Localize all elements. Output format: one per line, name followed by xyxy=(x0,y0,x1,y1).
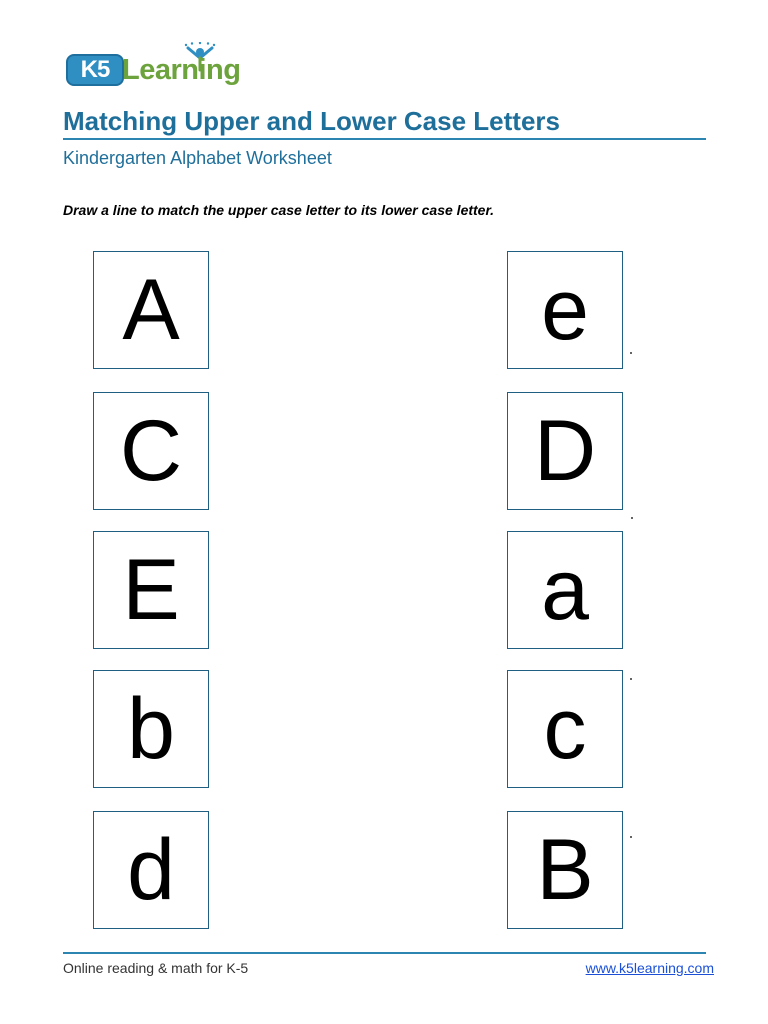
k5-badge xyxy=(66,54,124,86)
footer-website-link[interactable]: www.k5learning.com xyxy=(585,960,714,976)
logo-wordmark: Learning xyxy=(122,54,241,86)
right-letter-card[interactable] xyxy=(507,531,623,649)
scan-speck xyxy=(631,517,633,519)
letter: D xyxy=(533,403,597,499)
letter: e xyxy=(541,262,589,358)
worksheet-title: Matching Upper and Lower Case Letters xyxy=(63,106,560,136)
letter: B xyxy=(536,822,594,918)
right-letter-card[interactable] xyxy=(507,251,623,369)
left-letter-card[interactable] xyxy=(93,392,209,510)
instruction-text: Draw a line to match the upper case letter to its lower case letter. xyxy=(63,202,495,218)
worksheet-subtitle: Kindergarten Alphabet Worksheet xyxy=(63,148,332,168)
right-letter-card[interactable] xyxy=(507,392,623,510)
letter: b xyxy=(127,681,175,777)
letter: A xyxy=(122,262,180,358)
logo-badge-text: K5 xyxy=(80,56,110,83)
left-letter-card[interactable] xyxy=(93,251,209,369)
letter: a xyxy=(541,542,589,638)
scan-speck xyxy=(630,678,632,680)
right-letter-card[interactable] xyxy=(507,670,623,788)
scan-speck xyxy=(630,352,632,354)
letter: C xyxy=(119,403,183,499)
footer-tagline: Online reading & math for K-5 xyxy=(63,960,249,976)
title-divider xyxy=(63,138,706,140)
left-letter-card[interactable] xyxy=(93,531,209,649)
scan-speck xyxy=(630,836,632,838)
letter: c xyxy=(543,681,587,777)
letter: d xyxy=(127,822,175,918)
left-letter-card[interactable] xyxy=(93,811,209,929)
k5-learning-logo xyxy=(64,42,249,92)
footer-divider xyxy=(63,952,706,954)
left-letter-card[interactable] xyxy=(93,670,209,788)
letter: E xyxy=(122,542,180,638)
right-letter-card[interactable] xyxy=(507,811,623,929)
